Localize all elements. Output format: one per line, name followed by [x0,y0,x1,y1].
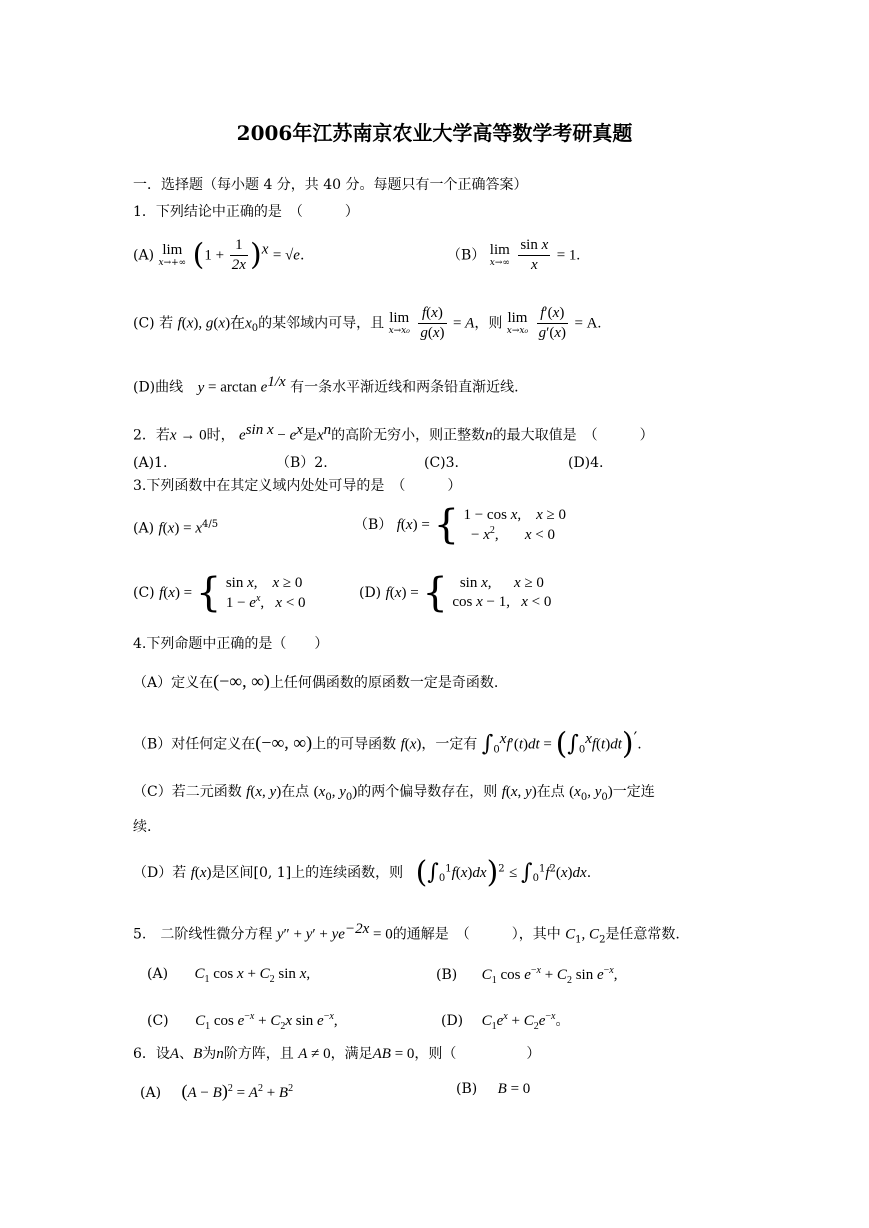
q1-option-a: (A) lim x→+∞ (1 + $\frac{1}{2x}$ )$^x$ = √e. [133,237,305,273]
q6-option-a: (A) $(A - B)^2 = A^2 + B^2$ [140,1081,294,1101]
q4-stem: 4.下列命题中正确的是（ ） [133,636,329,652]
q4-option-a: （A）定义在(−∞, ∞)上任何偶函数的原函数一定是奇函数. [133,671,499,691]
q2-option-d: (D)4. [568,455,604,471]
q1-option-b: （B） lim x→∞ $\frac{\text{sin x}}{x}$ = 1. [447,237,581,273]
q4-option-d: （D）若 f(x)是区间[0, 1]上的连续函数，则 $(\int_0^1f(x)dx)^2 \le \int_0^1f^2(x)dx$. [133,855,592,890]
q5-option-a: (A) $C_1$ $\cos x + C_2$ sin x, [147,966,311,985]
q6-option-b: (B) B = 0 [456,1081,531,1097]
q4-option-c-continued: 续. [133,819,152,835]
q2-option-c: (C)3. [424,455,459,471]
q1-stem: 1．下列结论中正确的是 （ ） [133,204,359,220]
page-title: 2006年江苏南京农业大学高等数学考研真题 [236,121,633,145]
q5-option-d: (D) $C_1e^x + C_2e^{-x}$。 [441,1011,570,1032]
q4-option-c: （C）若二元函数 f(x, y)在点 ($x_0$, $y_0$)的两个偏导数存在，则 f(x, y)在点 ($x_0$, $y_0$)一定连 [133,784,655,803]
q3-option-b: （B） f(x) = { 1 − cos x, x ≥ 0 − $x^2$, x < 0 [354,502,567,548]
q2-stem: 2．若x → 0时， $e^{sin x} - e^x$是$x^n$的高阶无穷小，则正整数n的最大取值是 （ ） [133,422,654,444]
q3-option-a: (A) $f(x) = x^{4/5}$ [133,519,219,537]
q1-option-d: (D)曲线 $y = \arctan e^{1/x}$ 有一条水平渐近线和两条铅直渐近线. [133,374,519,396]
q2-option-a: (A)1. [133,455,168,471]
q3-option-c: (C) f(x) = { sin x, x ≥ 0 $1 - e^x$, x < 0 [133,570,306,616]
q1-option-c: (C) 若 f(x), g(x)在$x_0$的某邻域内可导，且 lim x→x₀ $\frac{f(x)}{g(x)}$ = A，则 lim x→x₀ $\frac{f'(x)}{g'(x)}$ = A. [133,305,602,341]
q3-stem: 3.下列函数中在其定义域内处处可导的是 （ ） [133,478,462,494]
q2-option-b: （B）2. [276,455,328,471]
section-heading: 一．选择题（每小题 4 分，共 40 分。每题只有一个正确答案） [133,177,528,193]
q5-option-c: (C) $C_1$ $\cos e^{-x} + C_2x$ $\sin e^{-x}$, [147,1011,338,1032]
q6-stem: 6．设A、B为n阶方阵，且 A ≠ 0，满足AB = 0，则（ ） [133,1046,541,1062]
q5-option-b: (B) $C_1$ $\cos e^{-x} + C_2$ $\sin e^{-x}$, [436,965,618,986]
q5-stem: 5. 二阶线性微分方程 $y'' + y' + ye^{-2x} = 0$的通解是 （ ），其中 $C_1$, $C_2$是任意常数. [133,921,680,946]
q3-option-d: (D) f(x) = { sin x, x ≥ 0 cos x − 1, x < 0 [359,570,552,616]
q4-option-b: （B）对任何定义在(−∞, ∞)上的可导函数 f(x)，一定有 $\int_0^xf'(t)dt = (\int_0^xf(t)dt)'$. [133,726,642,762]
